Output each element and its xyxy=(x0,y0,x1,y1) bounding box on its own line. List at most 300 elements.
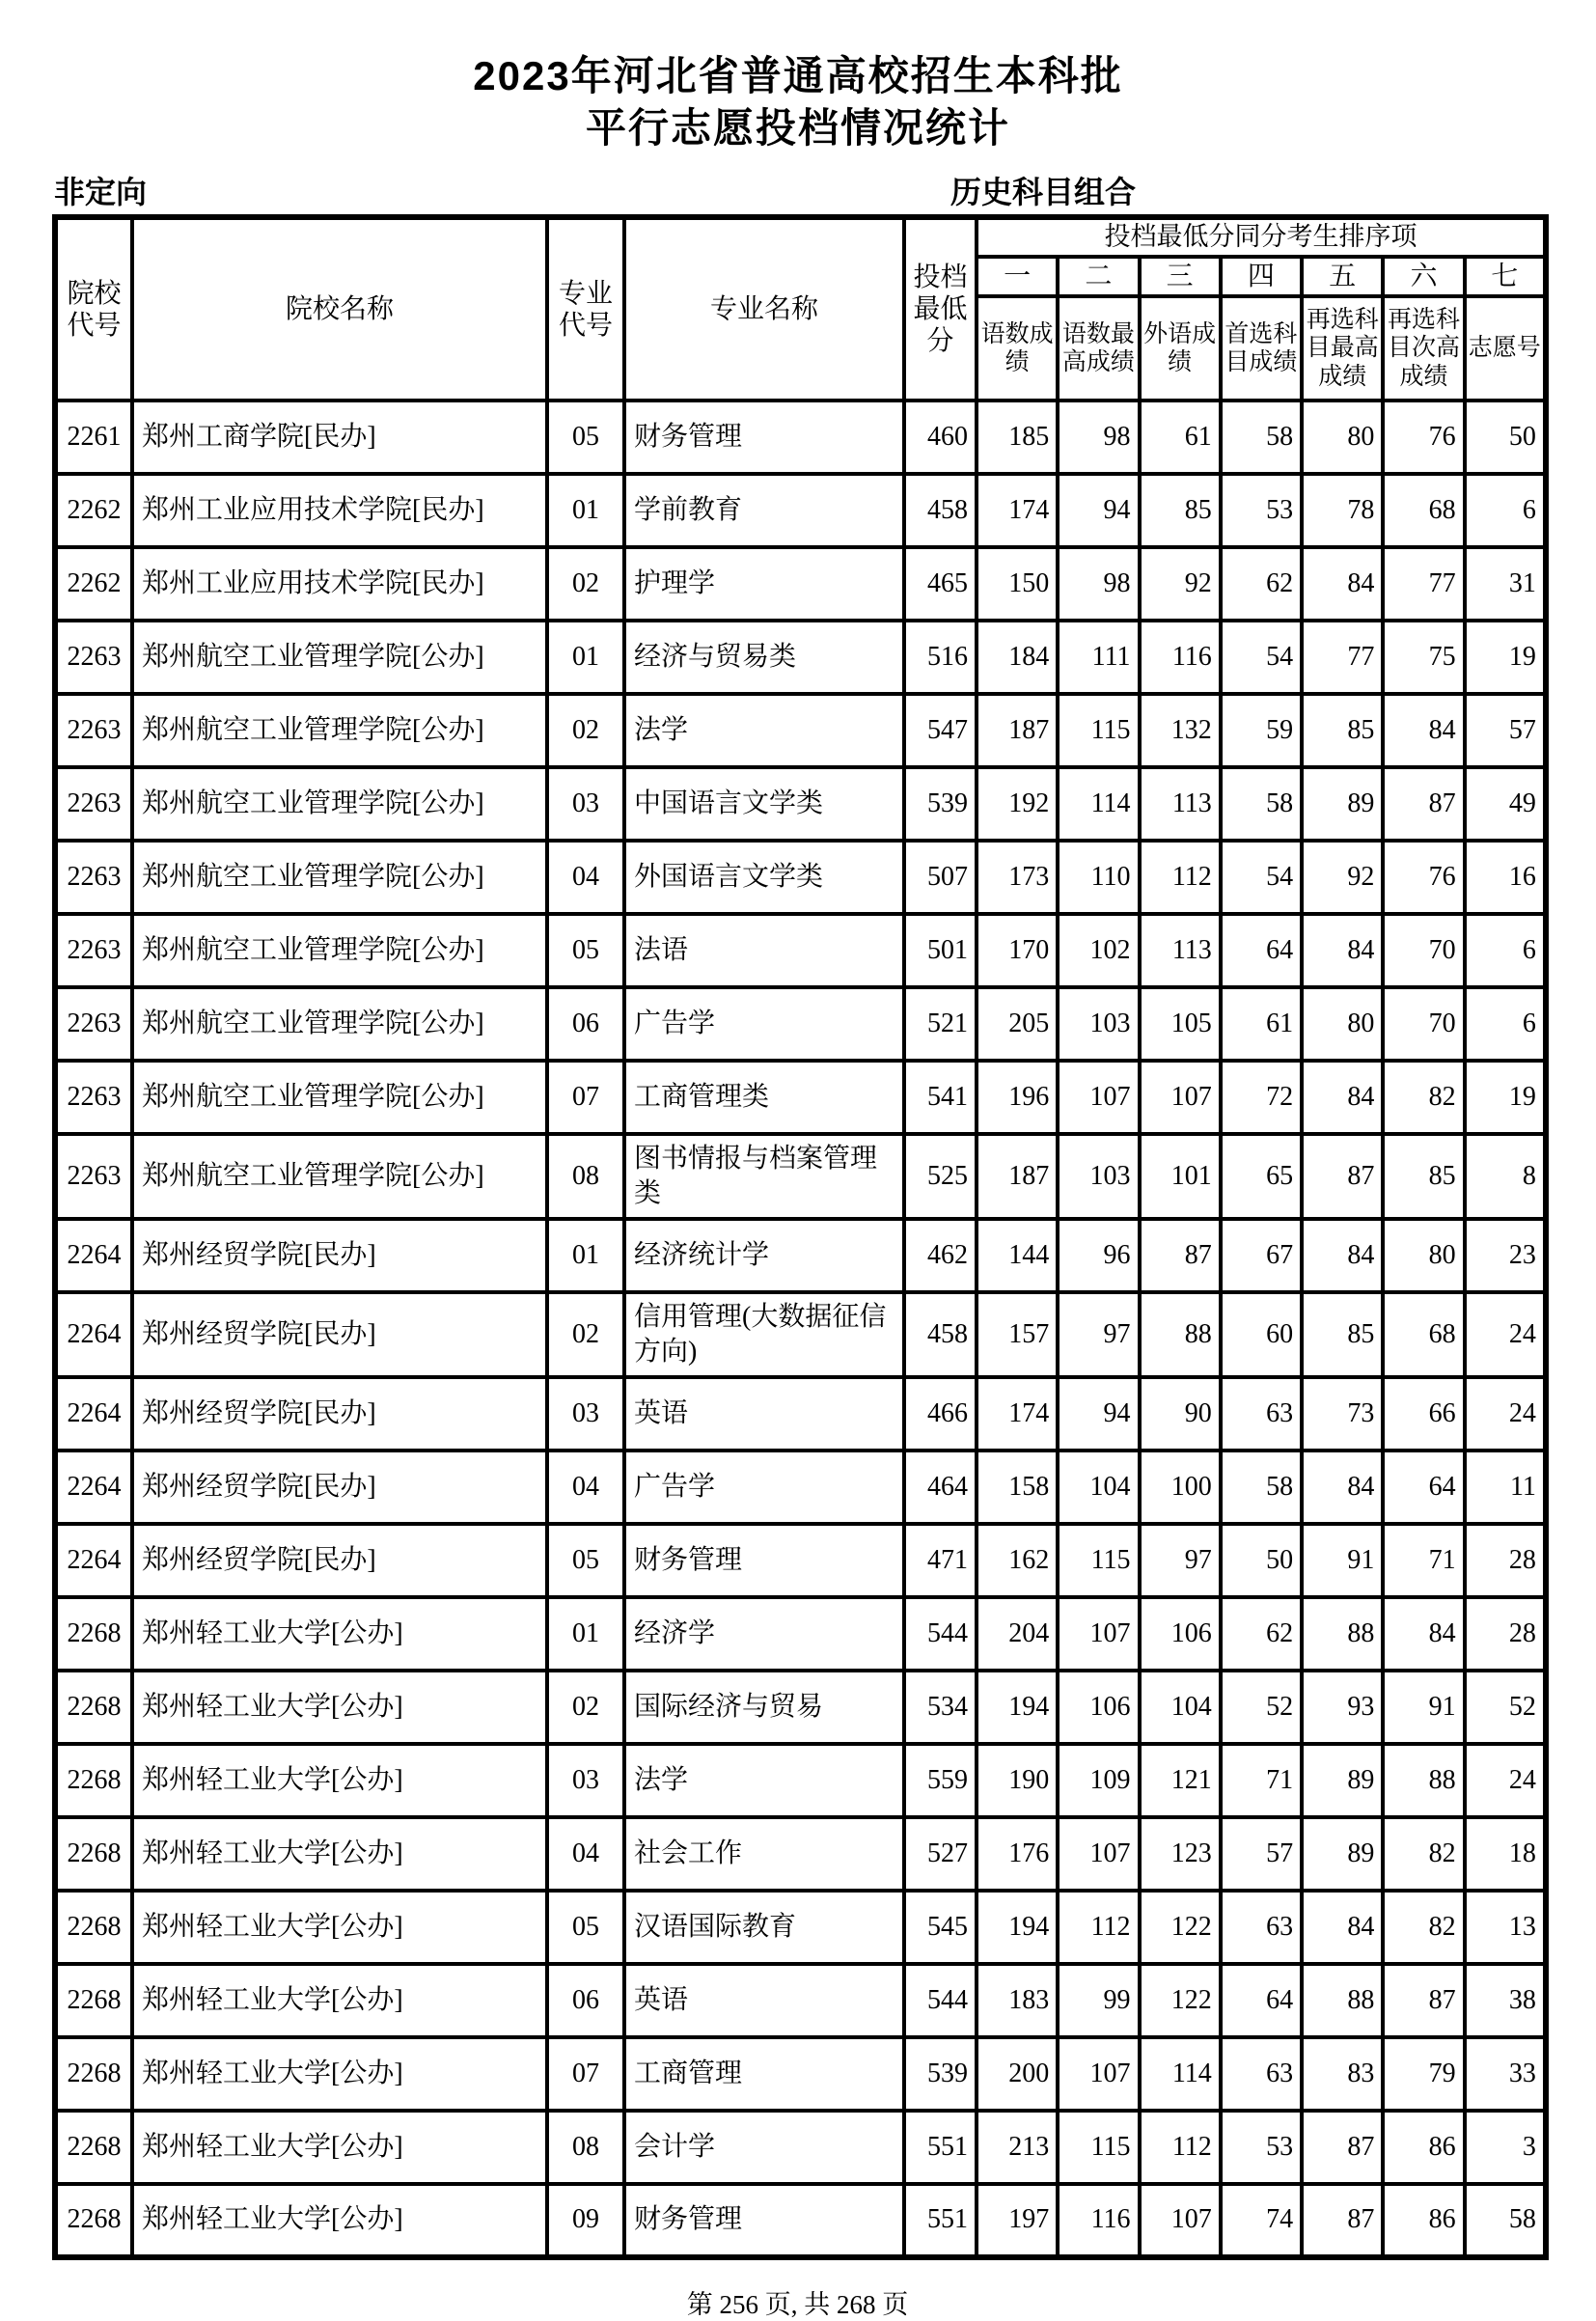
rank3-score-cell: 85 xyxy=(1140,474,1221,547)
major-code-cell: 08 xyxy=(547,2111,624,2184)
school-code-cell: 2263 xyxy=(55,1134,132,1219)
rank6-score-cell: 70 xyxy=(1383,987,1464,1061)
rank4-score-cell: 50 xyxy=(1221,1524,1302,1597)
rank3-score-cell: 123 xyxy=(1140,1817,1221,1891)
table-body xyxy=(55,401,1546,2256)
school-name-cell: 郑州经贸学院[民办] xyxy=(132,1292,547,1377)
rank2-score-cell: 103 xyxy=(1058,1134,1139,1219)
school-code-cell: 2264 xyxy=(55,1377,132,1451)
header-rank-1: 一 xyxy=(977,257,1058,296)
rank3-score-cell: 92 xyxy=(1140,547,1221,621)
major-name-cell: 经济与贸易类 xyxy=(624,621,904,694)
school-code-cell: 2263 xyxy=(55,1061,132,1134)
rank4-score-cell: 57 xyxy=(1221,1817,1302,1891)
rank7-score-cell: 38 xyxy=(1465,1964,1546,2037)
rank2-score-cell: 97 xyxy=(1058,1292,1139,1377)
school-code-cell: 2268 xyxy=(55,1891,132,1964)
table-row xyxy=(55,2111,1546,2184)
rank6-score-cell: 77 xyxy=(1383,547,1464,621)
school-name-cell: 郑州航空工业管理学院[公办] xyxy=(132,1061,547,1134)
rank4-score-cell: 52 xyxy=(1221,1671,1302,1744)
rank6-score-cell: 87 xyxy=(1383,1964,1464,2037)
rank5-score-cell: 85 xyxy=(1302,694,1383,767)
rank4-score-cell: 53 xyxy=(1221,2111,1302,2184)
rank4-score-cell: 64 xyxy=(1221,914,1302,987)
rank7-score-cell: 58 xyxy=(1465,2184,1546,2257)
school-code-cell: 2268 xyxy=(55,1671,132,1744)
rank1-score-cell: 170 xyxy=(977,914,1058,987)
school-code-cell: 2264 xyxy=(55,1524,132,1597)
rank1-score-cell: 192 xyxy=(977,767,1058,841)
rank5-score-cell: 77 xyxy=(1302,621,1383,694)
table-row xyxy=(55,1061,1546,1134)
school-code-cell: 2263 xyxy=(55,841,132,914)
rank6-score-cell: 84 xyxy=(1383,694,1464,767)
table-row xyxy=(55,1219,1546,1292)
rank4-score-cell: 74 xyxy=(1221,2184,1302,2257)
rank2-score-cell: 111 xyxy=(1058,621,1139,694)
rank7-score-cell: 50 xyxy=(1465,401,1546,474)
major-code-cell: 01 xyxy=(547,474,624,547)
major-name-cell: 英语 xyxy=(624,1377,904,1451)
header-rank-5: 五 xyxy=(1302,257,1383,296)
admission-stats-table xyxy=(52,214,1549,2260)
table-row xyxy=(55,401,1546,474)
rank6-score-cell: 82 xyxy=(1383,1891,1464,1964)
rank3-score-cell: 107 xyxy=(1140,2184,1221,2257)
rank7-score-cell: 6 xyxy=(1465,474,1546,547)
major-name-cell: 英语 xyxy=(624,1964,904,2037)
rank5-score-cell: 89 xyxy=(1302,1817,1383,1891)
school-code-cell: 2268 xyxy=(55,2111,132,2184)
rank1-score-cell: 194 xyxy=(977,1671,1058,1744)
rank6-score-cell: 82 xyxy=(1383,1817,1464,1891)
rank6-score-cell: 68 xyxy=(1383,1292,1464,1377)
school-code-cell: 2268 xyxy=(55,1964,132,2037)
rank3-score-cell: 121 xyxy=(1140,1744,1221,1817)
rank7-score-cell: 28 xyxy=(1465,1524,1546,1597)
rank5-score-cell: 84 xyxy=(1302,914,1383,987)
rank6-score-cell: 66 xyxy=(1383,1377,1464,1451)
rank1-score-cell: 174 xyxy=(977,1377,1058,1451)
major-code-cell: 02 xyxy=(547,1292,624,1377)
major-code-cell: 02 xyxy=(547,1671,624,1744)
rank3-score-cell: 113 xyxy=(1140,767,1221,841)
rank1-score-cell: 187 xyxy=(977,694,1058,767)
rank5-score-cell: 80 xyxy=(1302,987,1383,1061)
school-code-cell: 2262 xyxy=(55,474,132,547)
header-rank-4: 四 xyxy=(1221,257,1302,296)
major-name-cell: 经济学 xyxy=(624,1597,904,1671)
rank6-score-cell: 71 xyxy=(1383,1524,1464,1597)
school-name-cell: 郑州轻工业大学[公办] xyxy=(132,1671,547,1744)
rank4-score-cell: 53 xyxy=(1221,474,1302,547)
rank7-score-cell: 33 xyxy=(1465,2037,1546,2111)
rank6-score-cell: 80 xyxy=(1383,1219,1464,1292)
table-row xyxy=(55,1597,1546,1671)
page-title-line2: 平行志愿投档情况统计 xyxy=(585,105,1010,151)
rank5-score-cell: 87 xyxy=(1302,1134,1383,1219)
rank5-score-cell: 93 xyxy=(1302,1671,1383,1744)
rank4-score-cell: 58 xyxy=(1221,401,1302,474)
rank5-score-cell: 88 xyxy=(1302,1964,1383,2037)
min-score-cell: 458 xyxy=(904,474,977,547)
header-school-code: 院校代号 xyxy=(55,217,132,401)
rank1-score-cell: 158 xyxy=(977,1451,1058,1524)
rank3-score-cell: 106 xyxy=(1140,1597,1221,1671)
rank3-score-cell: 112 xyxy=(1140,2111,1221,2184)
rank7-score-cell: 6 xyxy=(1465,914,1546,987)
rank1-score-cell: 183 xyxy=(977,1964,1058,2037)
rank1-score-cell: 204 xyxy=(977,1597,1058,1671)
school-name-cell: 郑州轻工业大学[公办] xyxy=(132,2111,547,2184)
rank3-score-cell: 97 xyxy=(1140,1524,1221,1597)
rank3-score-cell: 122 xyxy=(1140,1891,1221,1964)
rank6-score-cell: 76 xyxy=(1383,401,1464,474)
rank4-score-cell: 58 xyxy=(1221,767,1302,841)
school-name-cell: 郑州轻工业大学[公办] xyxy=(132,1744,547,1817)
min-score-cell: 458 xyxy=(904,1292,977,1377)
header-min-score: 投档最低分 xyxy=(904,217,977,401)
min-score-cell: 534 xyxy=(904,1671,977,1744)
table-row xyxy=(55,1377,1546,1451)
rank2-score-cell: 114 xyxy=(1058,767,1139,841)
major-name-cell: 广告学 xyxy=(624,1451,904,1524)
min-score-cell: 501 xyxy=(904,914,977,987)
school-code-cell: 2262 xyxy=(55,547,132,621)
school-code-cell: 2264 xyxy=(55,1451,132,1524)
rank4-score-cell: 65 xyxy=(1221,1134,1302,1219)
rank1-score-cell: 205 xyxy=(977,987,1058,1061)
rank2-score-cell: 99 xyxy=(1058,1964,1139,2037)
rank1-score-cell: 174 xyxy=(977,474,1058,547)
major-code-cell: 04 xyxy=(547,1817,624,1891)
rank2-score-cell: 103 xyxy=(1058,987,1139,1061)
rank7-score-cell: 8 xyxy=(1465,1134,1546,1219)
school-name-cell: 郑州轻工业大学[公办] xyxy=(132,1964,547,2037)
rank1-score-cell: 213 xyxy=(977,2111,1058,2184)
school-name-cell: 郑州经贸学院[民办] xyxy=(132,1219,547,1292)
major-code-cell: 03 xyxy=(547,1744,624,1817)
rank5-score-cell: 87 xyxy=(1302,2111,1383,2184)
rank7-score-cell: 13 xyxy=(1465,1891,1546,1964)
rank7-score-cell: 11 xyxy=(1465,1451,1546,1524)
page-footer: 第 256 页, 共 268 页 xyxy=(686,2289,909,2319)
min-score-cell: 466 xyxy=(904,1377,977,1451)
rank4-score-cell: 54 xyxy=(1221,841,1302,914)
min-score-cell: 551 xyxy=(904,2184,977,2257)
rank1-score-cell: 150 xyxy=(977,547,1058,621)
table-row xyxy=(55,1134,1546,1219)
major-name-cell: 工商管理 xyxy=(624,2037,904,2111)
school-name-cell: 郑州航空工业管理学院[公办] xyxy=(132,987,547,1061)
table-row xyxy=(55,1451,1546,1524)
school-name-cell: 郑州经贸学院[民办] xyxy=(132,1451,547,1524)
rank7-score-cell: 19 xyxy=(1465,621,1546,694)
min-score-cell: 521 xyxy=(904,987,977,1061)
subject-combination-label: 历史科目组合 xyxy=(950,175,1137,209)
school-name-cell: 郑州轻工业大学[公办] xyxy=(132,1891,547,1964)
rank2-score-cell: 94 xyxy=(1058,1377,1139,1451)
major-name-cell: 信用管理(大数据征信方向) xyxy=(624,1292,904,1377)
rank1-score-cell: 187 xyxy=(977,1134,1058,1219)
major-name-cell: 法学 xyxy=(624,694,904,767)
rank3-score-cell: 90 xyxy=(1140,1377,1221,1451)
major-code-cell: 04 xyxy=(547,1451,624,1524)
school-code-cell: 2268 xyxy=(55,2184,132,2257)
table-row xyxy=(55,1671,1546,1744)
min-score-cell: 539 xyxy=(904,2037,977,2111)
rank7-score-cell: 52 xyxy=(1465,1671,1546,1744)
major-code-cell: 03 xyxy=(547,767,624,841)
rank4-score-cell: 54 xyxy=(1221,621,1302,694)
header-rank-2: 二 xyxy=(1058,257,1139,296)
school-name-cell: 郑州经贸学院[民办] xyxy=(132,1524,547,1597)
major-name-cell: 财务管理 xyxy=(624,2184,904,2257)
rank3-score-cell: 88 xyxy=(1140,1292,1221,1377)
rank4-score-cell: 62 xyxy=(1221,1597,1302,1671)
school-name-cell: 郑州航空工业管理学院[公办] xyxy=(132,1134,547,1219)
major-name-cell: 财务管理 xyxy=(624,401,904,474)
table-row xyxy=(55,621,1546,694)
school-name-cell: 郑州航空工业管理学院[公办] xyxy=(132,841,547,914)
rank2-score-cell: 115 xyxy=(1058,2111,1139,2184)
rank5-score-cell: 83 xyxy=(1302,2037,1383,2111)
header-rank-label-5: 再选科目最高成绩 xyxy=(1302,296,1383,401)
major-name-cell: 经济统计学 xyxy=(624,1219,904,1292)
min-score-cell: 525 xyxy=(904,1134,977,1219)
rank1-score-cell: 173 xyxy=(977,841,1058,914)
rank5-score-cell: 84 xyxy=(1302,547,1383,621)
major-code-cell: 01 xyxy=(547,621,624,694)
rank7-score-cell: 31 xyxy=(1465,547,1546,621)
rank5-score-cell: 88 xyxy=(1302,1597,1383,1671)
rank1-score-cell: 176 xyxy=(977,1817,1058,1891)
rank6-score-cell: 76 xyxy=(1383,841,1464,914)
rank2-score-cell: 98 xyxy=(1058,547,1139,621)
table-row xyxy=(55,1292,1546,1377)
rank6-score-cell: 86 xyxy=(1383,2184,1464,2257)
major-code-cell: 05 xyxy=(547,914,624,987)
header-school-name: 院校名称 xyxy=(132,217,547,401)
major-code-cell: 06 xyxy=(547,1964,624,2037)
min-score-cell: 460 xyxy=(904,401,977,474)
rank4-score-cell: 63 xyxy=(1221,1891,1302,1964)
min-score-cell: 465 xyxy=(904,547,977,621)
major-name-cell: 广告学 xyxy=(624,987,904,1061)
min-score-cell: 539 xyxy=(904,767,977,841)
rank3-score-cell: 61 xyxy=(1140,401,1221,474)
header-major-code: 专业代号 xyxy=(547,217,624,401)
min-score-cell: 559 xyxy=(904,1744,977,1817)
page-title-line1: 2023年河北省普通高校招生本科批 xyxy=(473,53,1123,98)
rank1-score-cell: 194 xyxy=(977,1891,1058,1964)
major-code-cell: 09 xyxy=(547,2184,624,2257)
table-row xyxy=(55,1817,1546,1891)
header-rank-3: 三 xyxy=(1140,257,1221,296)
major-name-cell: 法学 xyxy=(624,1744,904,1817)
major-name-cell: 财务管理 xyxy=(624,1524,904,1597)
table-row xyxy=(55,914,1546,987)
rank4-score-cell: 71 xyxy=(1221,1744,1302,1817)
rank5-score-cell: 84 xyxy=(1302,1219,1383,1292)
school-name-cell: 郑州航空工业管理学院[公办] xyxy=(132,621,547,694)
rank4-score-cell: 59 xyxy=(1221,694,1302,767)
rank4-score-cell: 63 xyxy=(1221,2037,1302,2111)
min-score-cell: 471 xyxy=(904,1524,977,1597)
rank1-score-cell: 144 xyxy=(977,1219,1058,1292)
table-row xyxy=(55,2037,1546,2111)
rank7-score-cell: 24 xyxy=(1465,1292,1546,1377)
school-code-cell: 2263 xyxy=(55,694,132,767)
school-name-cell: 郑州工商学院[民办] xyxy=(132,401,547,474)
table-row xyxy=(55,767,1546,841)
rank5-score-cell: 85 xyxy=(1302,1292,1383,1377)
rank3-score-cell: 122 xyxy=(1140,1964,1221,2037)
school-name-cell: 郑州工业应用技术学院[民办] xyxy=(132,547,547,621)
table-row xyxy=(55,547,1546,621)
rank7-score-cell: 6 xyxy=(1465,987,1546,1061)
table-row xyxy=(55,1964,1546,2037)
subheader-row xyxy=(0,168,1596,214)
major-name-cell: 国际经济与贸易 xyxy=(624,1671,904,1744)
min-score-cell: 507 xyxy=(904,841,977,914)
min-score-cell: 544 xyxy=(904,1597,977,1671)
min-score-cell: 464 xyxy=(904,1451,977,1524)
rank5-score-cell: 78 xyxy=(1302,474,1383,547)
table-row xyxy=(55,841,1546,914)
major-code-cell: 02 xyxy=(547,547,624,621)
rank4-score-cell: 64 xyxy=(1221,1964,1302,2037)
rank1-score-cell: 196 xyxy=(977,1061,1058,1134)
rank2-score-cell: 110 xyxy=(1058,841,1139,914)
header-major-name: 专业名称 xyxy=(624,217,904,401)
rank4-score-cell: 58 xyxy=(1221,1451,1302,1524)
header-rank-6: 六 xyxy=(1383,257,1464,296)
school-name-cell: 郑州轻工业大学[公办] xyxy=(132,2037,547,2111)
rank1-score-cell: 185 xyxy=(977,401,1058,474)
page-title xyxy=(0,50,1596,154)
rank3-score-cell: 107 xyxy=(1140,1061,1221,1134)
rank5-score-cell: 91 xyxy=(1302,1524,1383,1597)
header-rank-7: 七 xyxy=(1465,257,1546,296)
header-tiebreak-group: 投档最低分同分考生排序项 xyxy=(977,217,1546,257)
rank2-score-cell: 106 xyxy=(1058,1671,1139,1744)
rank6-score-cell: 84 xyxy=(1383,1597,1464,1671)
rank7-score-cell: 24 xyxy=(1465,1744,1546,1817)
school-code-cell: 2263 xyxy=(55,621,132,694)
rank1-score-cell: 184 xyxy=(977,621,1058,694)
major-code-cell: 01 xyxy=(547,1597,624,1671)
rank2-score-cell: 107 xyxy=(1058,1817,1139,1891)
rank1-score-cell: 162 xyxy=(977,1524,1058,1597)
rank3-score-cell: 104 xyxy=(1140,1671,1221,1744)
rank6-score-cell: 64 xyxy=(1383,1451,1464,1524)
rank5-score-cell: 89 xyxy=(1302,1744,1383,1817)
table-row xyxy=(55,474,1546,547)
rank2-score-cell: 115 xyxy=(1058,1524,1139,1597)
school-code-cell: 2261 xyxy=(55,401,132,474)
table-header xyxy=(55,217,1546,401)
rank3-score-cell: 116 xyxy=(1140,621,1221,694)
header-rank-label-6: 再选科目次高成绩 xyxy=(1383,296,1464,401)
rank1-score-cell: 190 xyxy=(977,1744,1058,1817)
major-name-cell: 社会工作 xyxy=(624,1817,904,1891)
major-name-cell: 学前教育 xyxy=(624,474,904,547)
rank1-score-cell: 157 xyxy=(977,1292,1058,1377)
min-score-cell: 544 xyxy=(904,1964,977,2037)
header-rank-label-4: 首选科目成绩 xyxy=(1221,296,1302,401)
major-name-cell: 外国语言文学类 xyxy=(624,841,904,914)
rank4-score-cell: 61 xyxy=(1221,987,1302,1061)
rank7-score-cell: 3 xyxy=(1465,2111,1546,2184)
rank5-score-cell: 87 xyxy=(1302,2184,1383,2257)
major-code-cell: 02 xyxy=(547,694,624,767)
rank6-score-cell: 70 xyxy=(1383,914,1464,987)
major-code-cell: 07 xyxy=(547,2037,624,2111)
rank7-score-cell: 57 xyxy=(1465,694,1546,767)
rank5-score-cell: 80 xyxy=(1302,401,1383,474)
rank7-score-cell: 16 xyxy=(1465,841,1546,914)
rank3-score-cell: 132 xyxy=(1140,694,1221,767)
header-rank-label-2: 语数最高成绩 xyxy=(1058,296,1139,401)
rank2-score-cell: 116 xyxy=(1058,2184,1139,2257)
school-code-cell: 2264 xyxy=(55,1292,132,1377)
rank2-score-cell: 115 xyxy=(1058,694,1139,767)
rank4-score-cell: 72 xyxy=(1221,1061,1302,1134)
table-row xyxy=(55,2184,1546,2257)
rank2-score-cell: 107 xyxy=(1058,2037,1139,2111)
rank3-score-cell: 113 xyxy=(1140,914,1221,987)
header-rank-label-7: 志愿号 xyxy=(1465,296,1546,401)
school-name-cell: 郑州轻工业大学[公办] xyxy=(132,2184,547,2257)
school-name-cell: 郑州工业应用技术学院[民办] xyxy=(132,474,547,547)
rank3-score-cell: 112 xyxy=(1140,841,1221,914)
school-code-cell: 2263 xyxy=(55,914,132,987)
major-name-cell: 护理学 xyxy=(624,547,904,621)
school-name-cell: 郑州航空工业管理学院[公办] xyxy=(132,914,547,987)
rank3-score-cell: 100 xyxy=(1140,1451,1221,1524)
major-code-cell: 04 xyxy=(547,841,624,914)
rank5-score-cell: 89 xyxy=(1302,767,1383,841)
rank6-score-cell: 87 xyxy=(1383,767,1464,841)
rank3-score-cell: 101 xyxy=(1140,1134,1221,1219)
rank5-score-cell: 84 xyxy=(1302,1451,1383,1524)
header-rank-label-1: 语数成绩 xyxy=(977,296,1058,401)
rank2-score-cell: 107 xyxy=(1058,1597,1139,1671)
major-name-cell: 中国语言文学类 xyxy=(624,767,904,841)
school-code-cell: 2268 xyxy=(55,1597,132,1671)
rank5-score-cell: 84 xyxy=(1302,1891,1383,1964)
rank6-score-cell: 75 xyxy=(1383,621,1464,694)
table-row xyxy=(55,694,1546,767)
rank7-score-cell: 18 xyxy=(1465,1817,1546,1891)
rank5-score-cell: 73 xyxy=(1302,1377,1383,1451)
major-code-cell: 03 xyxy=(547,1377,624,1451)
table-row xyxy=(55,1524,1546,1597)
rank6-score-cell: 85 xyxy=(1383,1134,1464,1219)
school-code-cell: 2268 xyxy=(55,1744,132,1817)
school-code-cell: 2264 xyxy=(55,1219,132,1292)
school-name-cell: 郑州航空工业管理学院[公办] xyxy=(132,767,547,841)
rank2-score-cell: 96 xyxy=(1058,1219,1139,1292)
min-score-cell: 551 xyxy=(904,2111,977,2184)
rank7-score-cell: 24 xyxy=(1465,1377,1546,1451)
major-code-cell: 07 xyxy=(547,1061,624,1134)
rank4-score-cell: 60 xyxy=(1221,1292,1302,1377)
school-name-cell: 郑州航空工业管理学院[公办] xyxy=(132,694,547,767)
rank2-score-cell: 104 xyxy=(1058,1451,1139,1524)
